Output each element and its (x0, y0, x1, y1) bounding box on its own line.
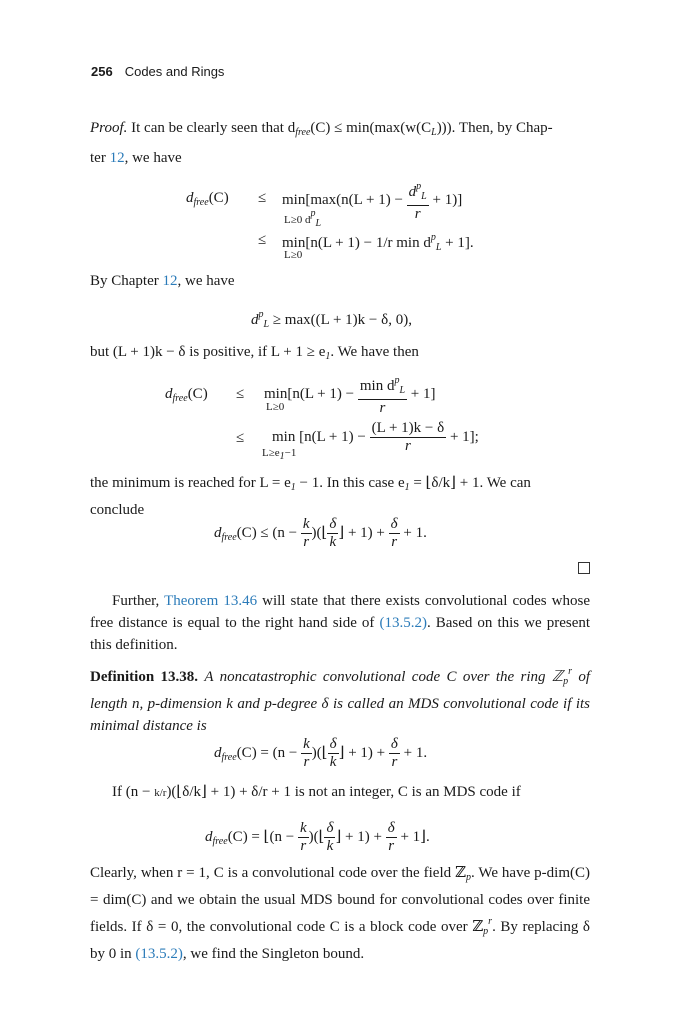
definition-label: Definition 13.38. (90, 669, 199, 685)
eq1-lhs: $d_{free}(C)$ (186, 190, 229, 208)
eq3-rel-1: ≤ (236, 386, 245, 402)
proof-line-2 (90, 147, 590, 169)
proof-sub-free: free (295, 127, 311, 138)
eq1-fraction: $\frac{d^p_L}{r}$ (407, 178, 429, 223)
eq2: $d^p_L \ge \max((L + 1)k - \delta$, 0), (251, 309, 412, 330)
equation-link-2[interactable]: (13.5.2) (135, 946, 183, 962)
proof-sub-L: L (431, 127, 437, 138)
eq3-row2-under: L≥e1−1 (262, 447, 297, 462)
proof-text-1e: ))). Then, by Chap- (436, 120, 553, 136)
proof-text-2a: ter (90, 150, 106, 166)
further-paragraph: Further, Theorem 13.46 will state that there exists convolutional codes whose free distance is equal to the right hand side of (13.5.2). Based on this we present this definition. (90, 593, 591, 653)
chapter-link-2[interactable]: 12 (162, 273, 178, 289)
positive-sentence: but (L + 1)k − δ is positive, if $L + 1 \ge e_1$. We have then (90, 344, 419, 362)
proof-paragraph (90, 117, 590, 144)
definition-paragraph: Definition 13.38. A noncatastrophic convolutional code C over the ring ℤ$_p^r$ of length n, p-dimension k and p-degree δ is called an MDS convolutional code if its minimal distance is (90, 666, 590, 734)
proof-text-2b: , we have (124, 150, 182, 166)
eq1-row2-under: L≥0 (284, 249, 303, 261)
eq3-lhs: $d_{free}(C)$ (165, 386, 208, 404)
qed-square (578, 562, 590, 574)
minimum-sentence: the minimum is reached for $L = e_1 - 1$. In this case $e_1$ = ⌊δ/k⌋ + 1. We can conclude (90, 475, 531, 518)
eq5: $d_{free}(C) = (n$ − $\frac{k}{r}$ )(⌊ $\frac{\delta}{k}$ ⌋ + 1) + $\frac{\delta}{r}$ + 1. (214, 736, 428, 770)
eq3-row1: min[n(L + 1) − $\frac{\min d^p_L}{r}$ + 1] (264, 372, 435, 417)
eq1-rel-2: ≤ (258, 232, 267, 248)
eq4: $d_{free}(C) \le (n$ − $\frac{k}{r}$ )(⌊ $\frac{\delta}{k}$ ⌋ + 1) + $\frac{\delta}{r}$ + 1. (214, 516, 427, 550)
proof-text-1: It can be clearly seen that d (131, 120, 296, 136)
running-title: Codes and Rings (124, 64, 225, 79)
eq6: $d_{free}(C)$ = ⌊(n − $\frac{k}{r}$ )(⌊ $\frac{\delta}{k}$ ⌋ + 1) + $\frac{\delta}{r}$ + 1⌋. (205, 820, 430, 854)
running-header (91, 64, 224, 79)
closing-paragraph: Clearly, when r = 1, C is a convolutional code over the field ℤ$_p$. We have p-dim(C) = dim(C) and we obtain the usual MDS bound for convolutional codes over finite fields. If δ = 0, the convolutional code C is a block code over ℤ$_p^r$. By replacing δ by 0 in (13.5.2), we find the Singleton bound. (90, 865, 590, 962)
eq1-row2: min[n(L + 1) − 1/r $\min d^p_L + 1$]. (282, 232, 474, 253)
chapter-sentence: By Chapter 12, we have (90, 273, 235, 289)
page-number: 256 (91, 64, 113, 79)
if-sentence: If (n − k/r)(⌊δ/k⌋ + 1) + δ/r + 1 is not an integer, C is an MDS code if (112, 784, 521, 800)
proof-text-1c: (C) ≤ min(max(w(C (310, 120, 432, 136)
chapter-link[interactable]: 12 (109, 150, 125, 166)
eq3-row1-under: L≥0 (266, 401, 285, 413)
eq3-row2: min [n(L + 1) − $\frac{(L + 1)k - \delta}{r}$ + 1]; (272, 420, 479, 454)
proof-label: Proof. (90, 120, 128, 136)
theorem-link[interactable]: Theorem 13.46 (164, 593, 258, 609)
eq1-row1-under: L≥0 dpL (284, 208, 322, 229)
eq1-row1: min[max(n(L + 1) − $\frac{d^p_L}{r}$ + 1)] (282, 178, 462, 223)
eq3-rel-2: ≤ (236, 430, 245, 446)
eq1-rel: ≤ (258, 190, 267, 206)
equation-link[interactable]: (13.5.2) (379, 615, 427, 631)
